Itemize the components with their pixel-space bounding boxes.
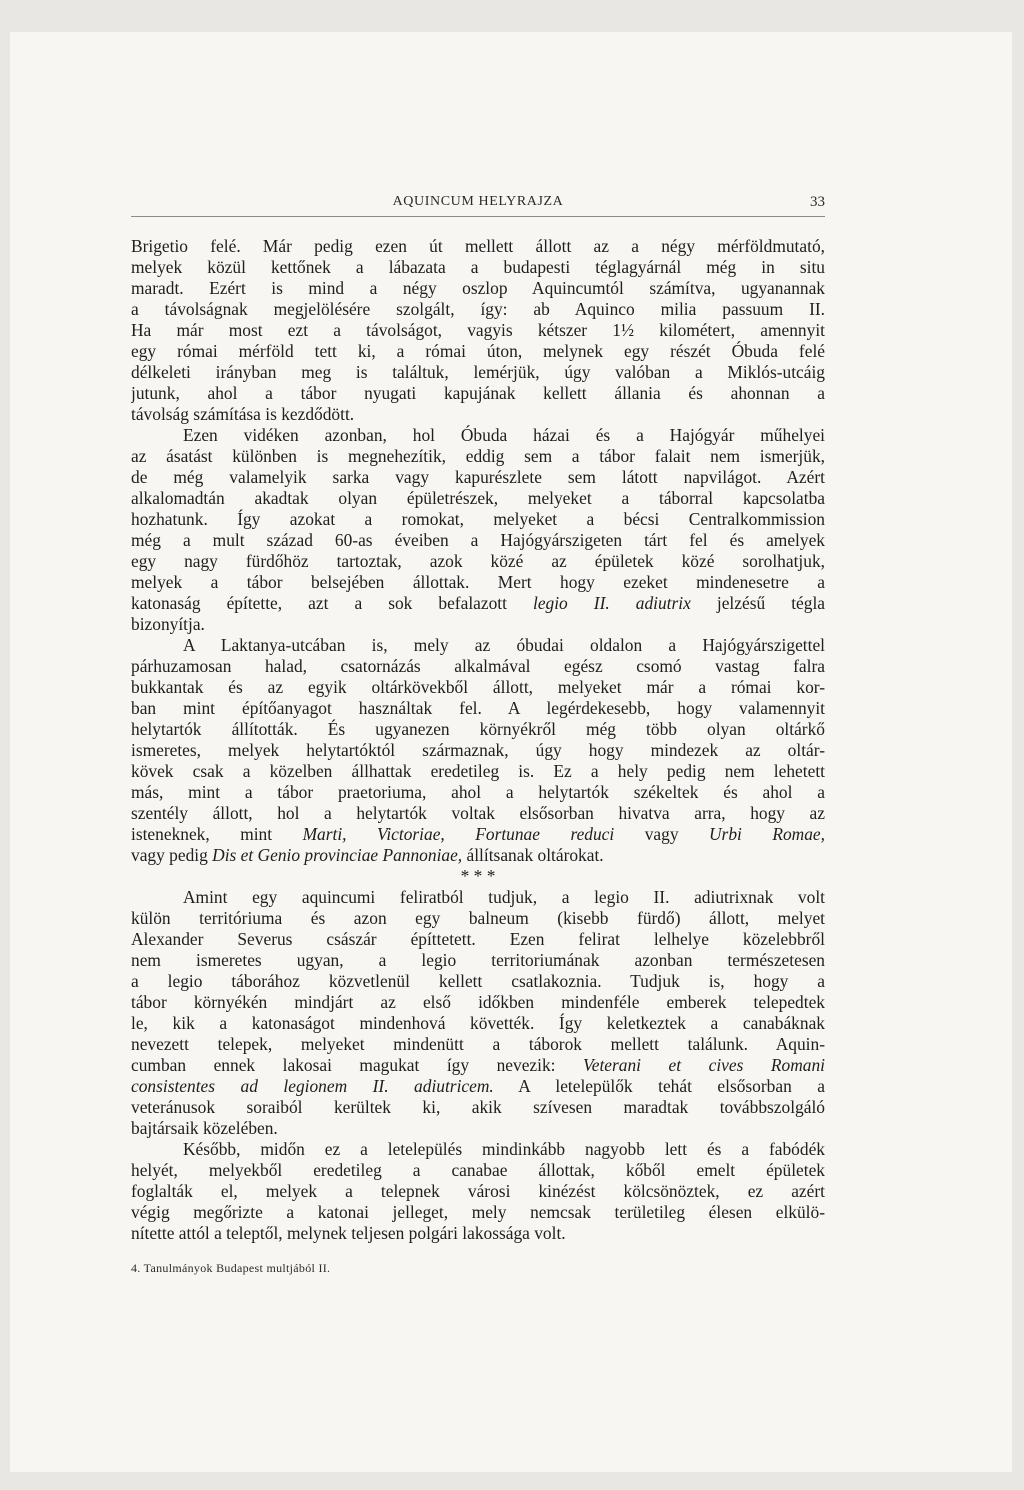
text-line: melyek a tábor belsejében állottak. Mert hogy ezeket mindenesetre a — [131, 572, 825, 592]
text-line: távolság számítása is kezdődött. — [131, 404, 355, 424]
section-break: * * * — [460, 866, 496, 886]
text-line: még a mult század 60-as éveiben a Hajógyárszigeten tárt fel és amelyek — [131, 530, 825, 550]
text-line: egy nagy fürdőhöz tartoztak, azok közé az épületek közé sorolhatjuk, — [131, 551, 825, 571]
text-line: Amint egy aquincumi feliratból tudjuk, a legio II. adiutrixnak volt — [183, 887, 825, 907]
text-line: ismeretes, melyek helytartóktól származnak, úgy hogy mindezek az oltár- — [131, 740, 825, 760]
text-line: ban mint építőanyagot használtak fel. A legérdekesebb, hogy valamennyit — [131, 698, 825, 718]
text-line: A Laktanya-utcában is, mely az óbudai oldalon a Hajógyárszigettel — [183, 635, 825, 655]
text-line: maradt. Ezért is mind a négy oszlop Aquincumtól számítva, ugyanannak — [131, 278, 825, 298]
text-line: isteneknek, mint Marti, Victoriae, Fortunae reduci vagy Urbi Romae, — [131, 824, 825, 844]
text-line: délkeleti irányban meg is találtuk, lemérjük, úgy valóban a Miklós-utcáig — [131, 362, 825, 382]
text-line: más, mint a tábor praetoriuma, ahol a helytartók székeltek és ahol a — [131, 782, 825, 802]
text-line: Ezen vidéken azonban, hol Óbuda házai és a Hajógyár műhelyei — [183, 425, 825, 445]
text-line: Később, midőn ez a letelepülés mindinkább nagyobb lett és a fabódék — [183, 1139, 825, 1159]
text-line: egy római mérföld tett ki, a római úton, melynek egy részét Óbuda felé — [131, 341, 825, 361]
text-line: Ha már most ezt a távolságot, vagyis kétszer 1½ kilométert, amennyit — [131, 320, 825, 340]
text-line: consistentes ad legionem II. adiutricem. A letelepülők tehát elsősorban a — [131, 1076, 825, 1096]
page-body — [131, 236, 825, 1244]
page-header — [131, 190, 825, 217]
text-line: nevezett telepek, melyeket mindenütt a táborok mellett találunk. Aquin- — [131, 1034, 825, 1054]
page-number: 33 — [810, 194, 825, 210]
text-line: nítette attól a teleptől, melynek teljesen polgári lakossága volt. — [131, 1223, 566, 1243]
text-line: jutunk, ahol a tábor nyugati kapujának kellett állania és ahonnan a — [131, 383, 825, 403]
running-title: AQUINCUM HELYRAJZA — [392, 194, 564, 209]
text-line: cumban ennek lakosai magukat így nevezik: Veterani et cives Romani — [131, 1055, 825, 1075]
text-line: katonaság építette, azt a sok befalazott legio II. adiutrix jelzésű tégla — [131, 593, 825, 613]
text-line: kövek csak a közelben állhattak eredetileg is. Ez a hely pedig nem lehetett — [131, 761, 825, 781]
text-line: a távolságnak megjelölésére szolgált, így: ab Aquinco milia passuum II. — [131, 299, 825, 319]
text-line: tábor környékén mindjárt az első időkben mindenféle emberek telepedtek — [131, 992, 825, 1012]
text-line: vagy pedig Dis et Genio provinciae Pannoniae, állítsanak oltárokat. — [131, 845, 604, 865]
text-line: alkalomadtán akadtak olyan épületrészek, melyeket a táborral kapcsolatba — [131, 488, 825, 508]
text-line: veteránusok soraiból kerültek ki, akik szívesen maradtak továbbszolgáló — [131, 1097, 825, 1117]
text-line: Alexander Severus császár építtetett. Ezen felirat lelhelye közelebbről — [131, 929, 825, 949]
text-line: melyek közül kettőnek a lábazata a budapesti téglagyárnál még in situ — [131, 257, 825, 277]
text-line: végig megőrizte a katonai jelleget, mely nemcsak területileg élesen elkülö- — [131, 1202, 825, 1222]
text-line: helyét, melyekből eredetileg a canabae állottak, kőből emelt épületek — [131, 1160, 825, 1180]
text-line: szentély állott, hol a helytartók voltak elsősorban hivatva arra, hogy az — [131, 803, 825, 823]
text-line: a legio táborához közvetlenül kellett csatlakoznia. Tudjuk is, hogy a — [131, 971, 825, 991]
text-line: külön territóriuma és azon egy balneum (kisebb fürdő) állott, melyet — [131, 908, 825, 928]
text-line: bajtársaik közelében. — [131, 1118, 278, 1138]
text-line: párhuzamosan halad, csatornázás alkalmával egész csomó vastag falra — [131, 656, 825, 676]
text-line: Brigetio felé. Már pedig ezen út mellett állott az a négy mérföldmutató, — [131, 236, 825, 256]
text-line: helytartók állították. És ugyanezen környékről még több olyan oltárkő — [131, 719, 825, 739]
text-line: bizonyítja. — [131, 614, 205, 634]
text-line: bukkantak és az egyik oltárkövekből állott, melyeket már a római kor- — [131, 677, 825, 697]
text-line: de még valamelyik sarka vagy kapurészlete sem látott napvilágot. Azért — [131, 467, 825, 487]
text-line: hozhatunk. Így azokat a romokat, melyeket a bécsi Centralkommission — [131, 509, 825, 529]
text-line: nem ismeretes ugyan, a legio territoriumának azonban természetesen — [131, 950, 825, 970]
signature-line: 4. Tanulmányok Budapest multjából II. — [131, 1261, 331, 1275]
text-line: le, kik a katonaságot mindenhová követték. Így keletkeztek a canabáknak — [131, 1013, 825, 1033]
text-line: az ásatást különben is megnehezítik, eddig sem a tábor falait nem ismerjük, — [131, 446, 825, 466]
text-line: foglalták el, melyek a telepnek városi kinézést kölcsönöztek, ez azért — [131, 1181, 825, 1201]
